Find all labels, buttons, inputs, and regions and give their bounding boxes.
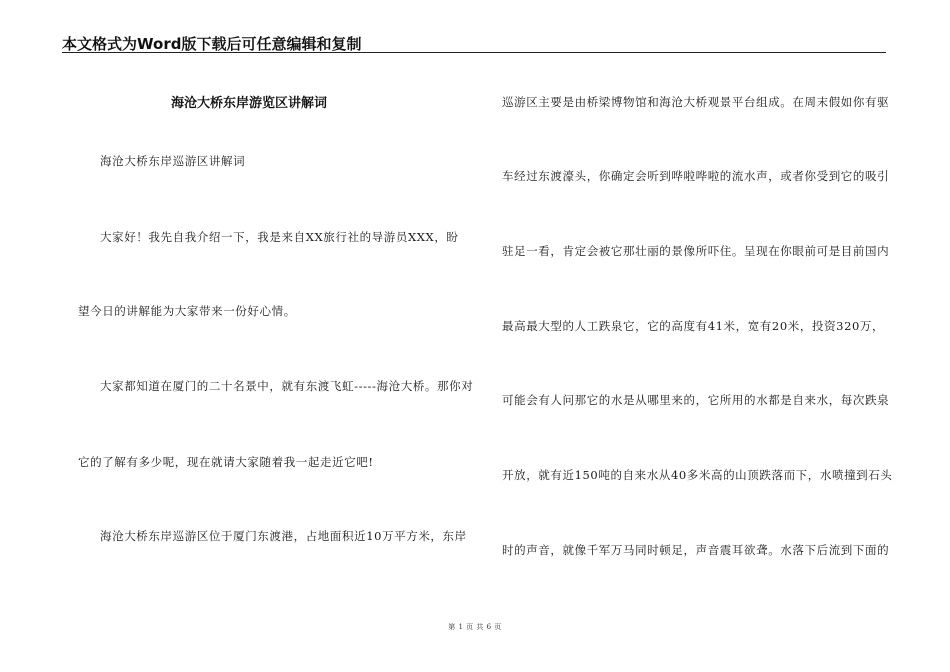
document-banner: 本文格式为Word版下载后可任意编辑和复制 (62, 35, 362, 53)
paragraph-line: 驻足一看，肯定会被它那壮丽的景像所吓住。呈现在你眼前可是目前国内 (502, 244, 890, 258)
page-number: 第 1 页 共 6 页 (448, 623, 502, 631)
paragraph-line: 它的了解有多少呢，现在就请大家随着我一起走近它吧! (78, 455, 374, 469)
paragraph-line: 车经过东渡濠头，你确定会听到哗啦哗啦的流水声，或者你受到它的吸引 (502, 169, 890, 183)
paragraph-line: 海沧大桥东岸巡游区讲解词 (100, 154, 246, 168)
paragraph-line: 开放，就有近150吨的自来水从40多米高的山顶跌落而下，水喷撞到石头 (502, 468, 893, 482)
paragraph-line: 时的声音，就像千军万马同时顿足，声音震耳欲聋。水落下后流到下面的 (502, 543, 890, 557)
banner-divider (62, 52, 886, 53)
paragraph-line: 可能会有人问那它的水是从哪里来的，它所用的水都是自来水，每次跌泉 (502, 393, 890, 407)
paragraph-line: 望今日的讲解能为大家带来一份好心情。 (78, 304, 296, 318)
paragraph-line: 巡游区主要是由桥梁博物馆和海沧大桥观景平台组成。在周末假如你有驱 (502, 95, 890, 109)
paragraph-line: 海沧大桥东岸巡游区位于厦门东渡港，占地面积近10万平方米，东岸 (100, 529, 467, 543)
paragraph-line: 大家都知道在厦门的二十名景中，就有东渡飞虹-----海沧大桥。那你对 (100, 379, 474, 393)
paragraph-line: 最高最大型的人工跌泉它，它的高度有41米，宽有20米，投资320万， (502, 319, 885, 333)
document-title: 海沧大桥东岸游览区讲解词 (170, 96, 327, 111)
paragraph-line: 大家好！我先自我介绍一下，我是来自XX旅行社的导游员XXX，盼 (100, 230, 459, 244)
